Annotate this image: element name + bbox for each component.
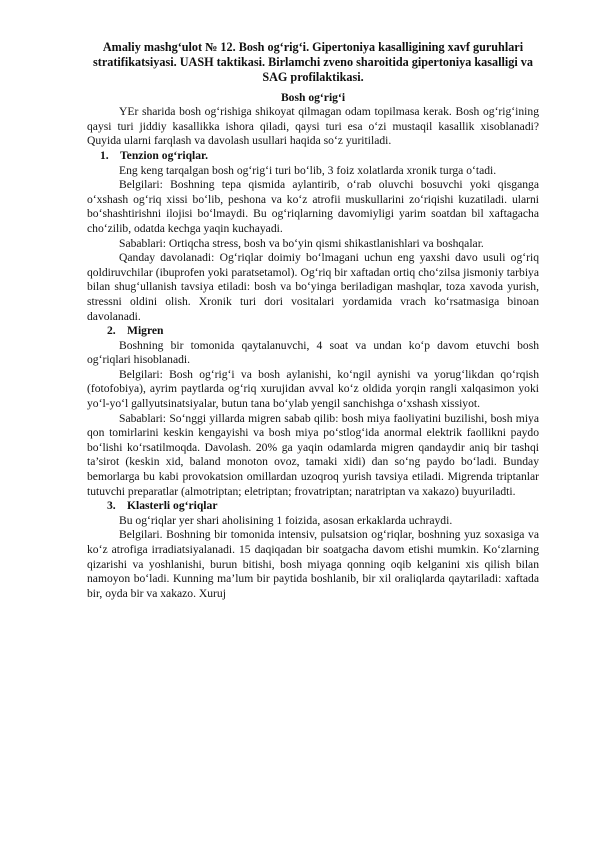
section-heading-text: Migren	[127, 324, 164, 338]
paragraph: Sabablari: Ortiqcha stress, bosh va bo‘yin qismi shikastlanishlari va boshqalar.	[119, 236, 484, 250]
document-title: Amaliy mashg‘ulot № 12. Bosh og‘rig‘i. Gipertoniya kasalligining xavf guruhlari stratifikatsiyasi. UASH taktikasi. Birlamchi zveno sharoitida gipertoniya kasalligi va SAG profilaktikasi.	[93, 40, 533, 85]
section-number: 3.	[107, 499, 116, 513]
section-heading-1	[87, 149, 539, 164]
paragraph: Sabablari: So‘nggi yillarda migren sabab qilib: bosh miya faoliyatini buzilishi, bosh miya qon tomirlarini keskin kengayishi va bosh miya po‘stlog‘ida anormal elektrik faollikni paydo bo‘lishi ko‘rsatilmoqda. Davolash. 20% ga yaqin odamlarda migren qandaydir aniq bir tashqi ta’sirot (keskin xid, baland monoton ovoz, tamaki xidi) dan so‘ng paydo bo‘ladi. Bunday bemorlarga bu kabi provokatsion omillardan uzoqroq yurish tavsiya etiladi. Migrenda triptanlar tutuvchi preparatlar (almotriptan; eletriptan; frovatriptan; naratriptan va xakazo) buyuriladti.	[87, 411, 539, 498]
section-heading-text: Tenzion og‘riqlar.	[120, 148, 209, 162]
section-number: 2.	[107, 324, 116, 338]
paragraph: Bu og‘riqlar yer shari aholisining 1 foizida, asosan erkaklarda uchraydi.	[119, 513, 453, 527]
paragraph: Qanday davolanadi: Og‘riqlar doimiy bo‘lmagani uchun eng yaxshi davo usuli og‘riq qoldiruvchilar (ibuprofen yoki paratsetamol). Og‘riq bir xaftadan ortiq cho‘zilsa jismoniy tarbiya bilan shug‘ullanish tavsiya etiladi: bosh va bo‘yinga beriladigan mashqlar, toza xavoda yurish, stressni oldini olish. Xronik turi dori vositalari yordamida vrach ko‘rsatmasiga binoan davolanadi.	[87, 251, 539, 323]
section-subtitle: Bosh og‘rig‘i	[280, 90, 346, 104]
section-number: 1.	[100, 148, 109, 162]
paragraph: Belgilari: Boshning tepa qismida aylantirib, o‘rab oluvchi bosuvchi yoki qisganga o‘xshash og‘riq xissi bo‘lib, peshona va ko‘z atrofii muskullarini zo‘riqishi kuzatiladi. ularni bo‘shashtirishni ilojisi bo‘lmaydi. Bu og‘riqlarning davomiyligi yarim soatdan bil xaftagacha cho‘zilib, odatda kechga yaqin kuchayadi.	[87, 178, 539, 235]
paragraph: Belgilari. Boshning bir tomonida intensiv, pulsatsion og‘riqlar, boshning yuz soxasiga va ko‘z atrofiga irradiatsiyalanadi. 15 daqiqadan bir soatgacha davom etishi mumkin. Ko‘zlarning qizarishi va yoshlanishi, burun bitishi, bosh miyaga qonning oqib kelganini xis qilish bilan namoyon bo‘ladi. Kunning ma’lum bir paytida boshlanib, bir xil oraliqlarda qaytariladi: xaftada bir, oyda bir va xakazo. Xuruj	[87, 528, 539, 600]
section-heading-2	[87, 324, 539, 339]
section-heading-3	[87, 499, 539, 514]
paragraph: Boshning bir tomonida qaytalanuvchi, 4 soat va undan ko‘p davom etuvchi bosh og‘riqlari hisoblanadi.	[87, 338, 539, 367]
section-heading-text: Klasterli og‘riqlar	[127, 499, 218, 513]
intro-paragraph: YEr sharida bosh og‘rishiga shikoyat qilmagan odam topilmasa kerak. Bosh og‘rig‘ining qaysi turi jiddiy kasallikka ishora qiladi, qaysi turi esa o‘zi mustaqil kasallik xisoblanadi? Quyida ularni farqlash va davolash usullari haqida so‘z yuritiladi.	[87, 105, 539, 148]
paragraph: Eng keng tarqalgan bosh og‘rig‘i turi bo‘lib, 3 foiz xolatlarda xronik turga o‘tadi.	[119, 163, 497, 177]
paragraph: Belgilari: Bosh og‘rig‘i va bosh aylanishi, ko‘ngil aynishi va yorug‘likdan qo‘rqish (fotofobiya), ayrim paytlarda og‘riq xurujidan avval ko‘z oldida yorqin rangli xalqasimon yoki yo‘l-yo‘l gallyutsinatsiyalar, butun tana bo‘ylab yengil sanchishga o‘xshash xissiyot.	[87, 367, 539, 411]
